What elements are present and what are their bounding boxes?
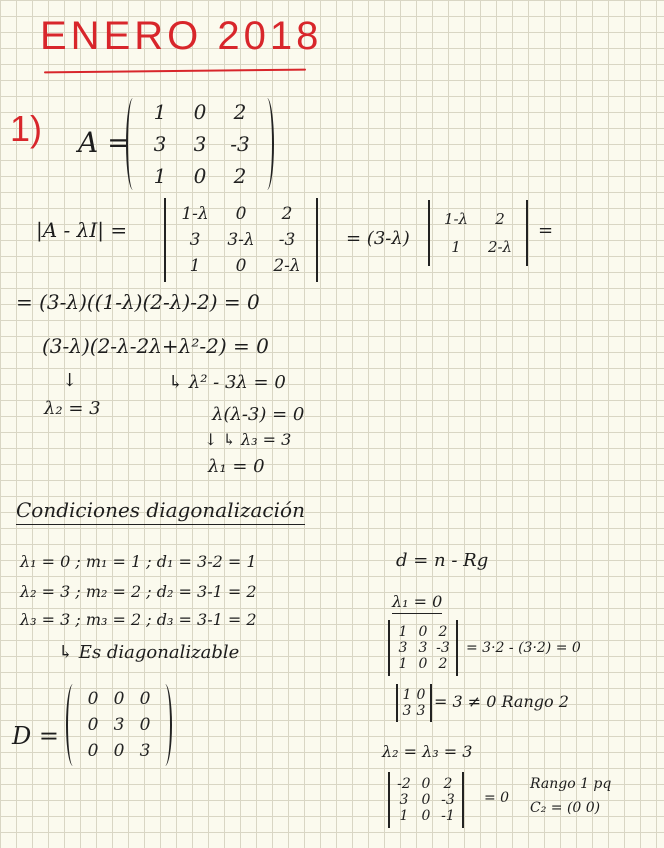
down-arrow: ↓ bbox=[62, 370, 78, 391]
condition-2: λ₂ = 3 ; m₂ = 2 ; d₂ = 3-1 = 2 bbox=[20, 582, 257, 601]
det1-result: = 3·2 - (3·2) = 0 bbox=[466, 640, 581, 656]
det-lhs: |A - λI| = bbox=[36, 218, 128, 242]
det1-matrix: 1 0 2 3 3 -3 1 0 2 bbox=[388, 620, 458, 676]
matrix-d-label: D = bbox=[12, 722, 59, 750]
title-underline bbox=[44, 69, 306, 74]
det-middle: = (3-λ) bbox=[346, 228, 410, 249]
det-minor: 1-λ 2 1 2-λ bbox=[428, 200, 528, 266]
det2-result: = 0 bbox=[484, 790, 510, 806]
problem-number: 1) bbox=[10, 108, 43, 149]
matrix-d: 0 0 0 0 3 0 0 0 3 bbox=[66, 684, 172, 766]
matrix-a: 1 0 2 3 3 -3 1 0 2 bbox=[126, 98, 274, 190]
lambda1-header: λ₁ = 0 bbox=[392, 592, 442, 614]
derivation-line-1: = (3-λ)((1-λ)(2-λ)-2) = 0 bbox=[16, 290, 260, 314]
matrix-a-label: A = bbox=[78, 126, 131, 159]
det-end: = bbox=[538, 220, 554, 241]
lambda-1: λ₁ = 0 bbox=[208, 456, 265, 477]
lambda23-header: λ₂ = λ₃ = 3 bbox=[382, 742, 473, 761]
det2-matrix: -2 0 2 3 0 -3 1 0 -1 bbox=[388, 772, 464, 828]
condition-1: λ₁ = 0 ; m₁ = 1 ; d₁ = 3-2 = 1 bbox=[20, 552, 257, 571]
rank-note: Rango 1 pq bbox=[530, 776, 612, 792]
c2-note: C₂ = (0 0) bbox=[530, 800, 601, 816]
d-formula: d = n - Rg bbox=[396, 550, 489, 571]
lambda-2: λ₂ = 3 bbox=[44, 398, 101, 419]
condition-3: λ₃ = 3 ; m₃ = 2 ; d₃ = 3-1 = 2 bbox=[20, 610, 257, 629]
page-title: ENERO 2018 bbox=[40, 14, 323, 58]
section-title: Condiciones diagonalización bbox=[16, 498, 305, 525]
derivation-line-5: ↓ ↳ λ₃ = 3 bbox=[204, 430, 292, 449]
minor-matrix: 1 0 3 3 bbox=[396, 684, 432, 722]
diagonalizable-conclusion: ↳ Es diagonalizable bbox=[58, 642, 240, 663]
derivation-line-2: (3-λ)(2-λ-2λ+λ²-2) = 0 bbox=[42, 334, 269, 358]
minor-result: = 3 ≠ 0 Rango 2 bbox=[434, 692, 569, 711]
det-matrix: 1-λ 0 2 3 3-λ -3 1 0 2-λ bbox=[164, 198, 318, 282]
derivation-line-3: ↳ λ² - 3λ = 0 bbox=[168, 372, 286, 393]
derivation-line-4: λ(λ-3) = 0 bbox=[212, 404, 305, 425]
